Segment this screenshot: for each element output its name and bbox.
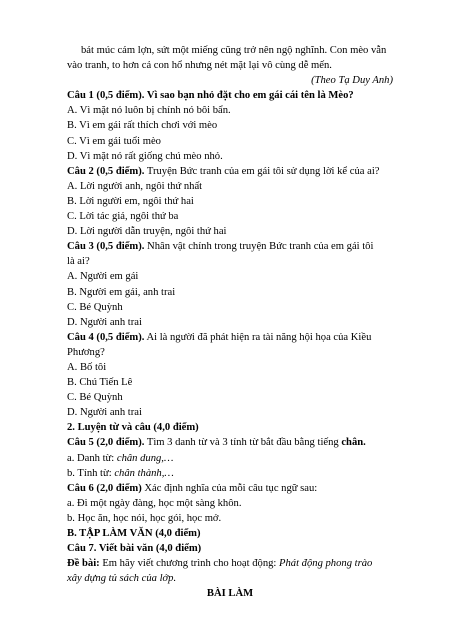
- q4-option-d: D. Người anh trai: [67, 407, 142, 419]
- q5-part-a-example: chân dung,…: [116, 452, 174, 464]
- question-2-text: Truyện Bức tranh của em gái tôi sử dụng lời kể của ai?: [144, 165, 380, 177]
- q2-option-a: A. Lời người anh, ngôi thứ nhất: [67, 180, 203, 192]
- question-3-label: Câu 3 (0,5 điểm).: [67, 241, 145, 253]
- question-4: [67, 330, 393, 345]
- question-1-label: Câu 1 (0,5 điểm).: [67, 90, 145, 102]
- q7-prompt-text: Em hãy viết chương trình cho hoạt động:: [99, 558, 280, 570]
- q5-part-a: [67, 451, 393, 466]
- question-6-label: Câu 6 (2,0 điểm): [67, 482, 142, 494]
- q7-prompt-label: Đề bài:: [67, 558, 100, 570]
- question-4-text: Ai là người đã phát hiện ra tài năng hội họa của Kiều: [144, 331, 372, 343]
- q2-option-c: C. Lời tác giả, ngôi thứ ba: [67, 211, 179, 223]
- q7-prompt: [67, 556, 393, 571]
- q1-option-d: D. Vì mặt nó rất giống chú mèo nhỏ.: [67, 150, 223, 162]
- q4-option-b: B. Chú Tiến Lê: [67, 377, 133, 389]
- q5-part-b-prefix: b. Tính từ:: [67, 467, 115, 479]
- section-b-heading: B. TẬP LÀM VĂN (4,0 điểm): [67, 528, 201, 539]
- question-3: [67, 239, 393, 254]
- intro-line-2: vào tranh, to hơn cả con hổ nhưng nét mặt lại vô cùng dễ mến.: [67, 60, 332, 72]
- q3-option-d: D. Người anh trai: [67, 316, 142, 328]
- q4-option-c: C. Bé Quỳnh: [67, 392, 123, 404]
- question-3-text-cont: là ai?: [67, 256, 90, 268]
- q2-option-b: B. Lời người em, ngôi thứ hai: [67, 195, 194, 207]
- intro-line-1: bát múc cám lợn, sứt một miếng cũng trở nên ngộ nghĩnh. Con mèo vẫn: [81, 45, 387, 56]
- question-1: [67, 88, 393, 103]
- q5-part-b-example: chân thành,…: [114, 467, 174, 479]
- q5-part-a-prefix: a. Danh từ:: [67, 452, 117, 464]
- question-7-label: Câu 7. Viết bài văn (4,0 điểm): [67, 543, 202, 555]
- question-5-label: Câu 5 (2,0 điểm).: [67, 437, 145, 449]
- question-3-text: Nhân vật chính trong truyện Bức tranh của em gái tôi: [144, 241, 374, 253]
- question-6: [67, 481, 393, 496]
- q3-option-a: A. Người em gái: [67, 271, 139, 283]
- question-5: [67, 435, 393, 450]
- q5-part-b: [67, 466, 393, 481]
- q2-option-d: D. Lời người dẫn truyện, ngôi thứ hai: [67, 226, 227, 238]
- q1-option-a: A. Vì mặt nó luôn bị chính nó bôi bẩn.: [67, 105, 231, 117]
- question-5-keyword: chân.: [341, 437, 366, 449]
- q1-option-b: B. Vì em gái rất thích chơi với mèo: [67, 120, 218, 132]
- q7-prompt-italic-2: xây dựng tủ sách của lớp.: [67, 573, 177, 585]
- question-6-text: Xác định nghĩa của mỗi câu tục ngữ sau:: [141, 482, 318, 494]
- intro-source: (Theo Tạ Duy Anh): [311, 75, 393, 87]
- q3-option-c: C. Bé Quỳnh: [67, 301, 123, 313]
- question-4-text-cont: Phương?: [67, 346, 105, 358]
- q6-part-a: a. Đi một ngày đàng, học một sàng khôn.: [67, 497, 242, 509]
- q1-option-c: C. Vì em gái tuổi mèo: [67, 135, 161, 147]
- answer-heading: BÀI LÀM: [206, 588, 254, 600]
- q3-option-b: B. Người em gái, anh trai: [67, 286, 176, 298]
- q4-option-a: A. Bố tôi: [67, 361, 107, 373]
- question-2-label: Câu 2 (0,5 điểm).: [67, 165, 145, 177]
- question-2: [67, 164, 393, 179]
- section-2-heading: 2. Luyện từ và câu (4,0 điểm): [67, 422, 199, 434]
- question-5-text: Tìm 3 danh từ và 3 tính từ bắt đầu bằng tiếng: [144, 437, 342, 449]
- q6-part-b: b. Học ăn, học nói, học gói, học mở.: [67, 512, 222, 524]
- question-1-text: Vì sao bạn nhỏ đặt cho em gái cái tên là Mèo?: [144, 90, 354, 102]
- question-4-label: Câu 4 (0,5 điểm).: [67, 331, 145, 343]
- q7-prompt-italic-1: Phát động phong trào: [279, 558, 373, 570]
